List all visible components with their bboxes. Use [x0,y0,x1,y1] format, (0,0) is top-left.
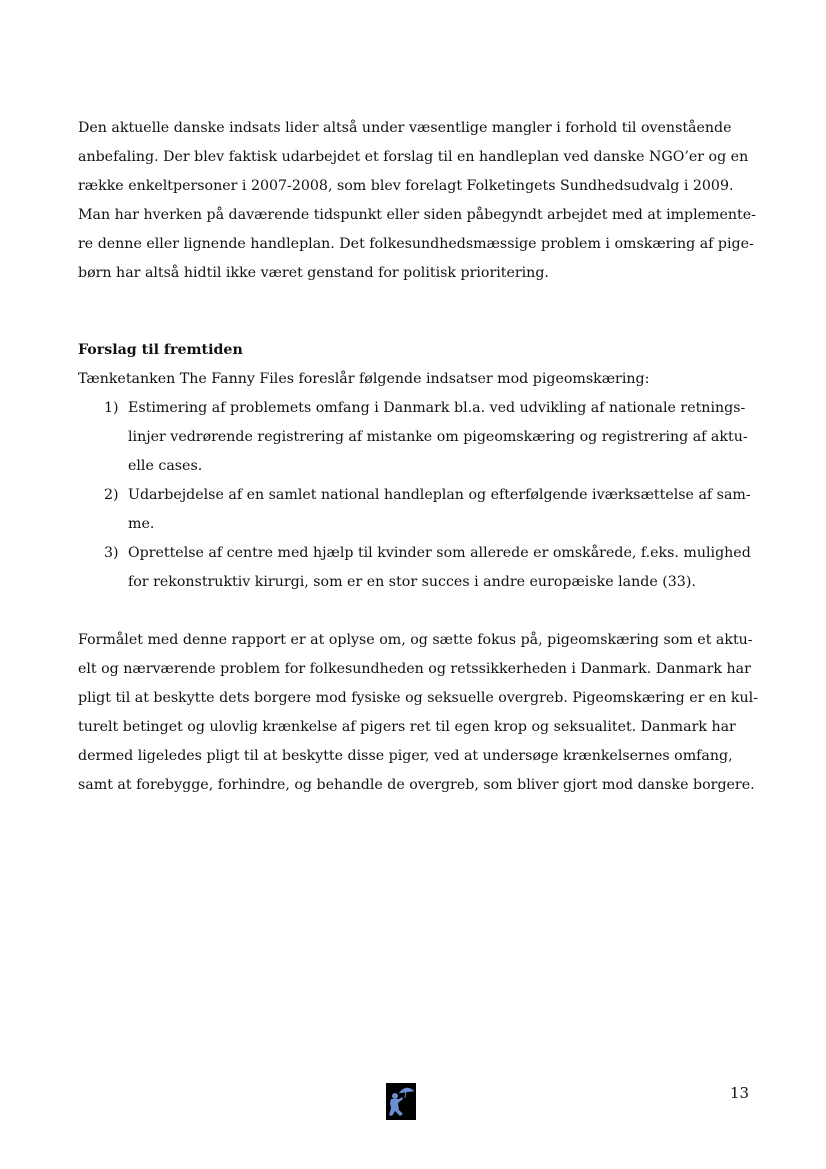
list-item-line: Udarbejdelse af en samlet national handleplan og efterfølgende iværksættelse af sam- [128,487,751,503]
list-item-line: Estimering af problemets omfang i Danmark bl.a. ved udvikling af nationale retnings- [128,400,746,416]
text-line: anbefaling. Der blev faktisk udarbejdet et forslag til en handleplan ved danske NGO’er og en [78,149,749,165]
page-number: 13 [730,1084,750,1102]
list-item-line: elle cases. [128,458,203,474]
list-intro: Tænketanken The Fanny Files foreslår følgende indsatser mod pigeomskæring: [78,371,650,387]
text-line: Man har hverken på daværende tidspunkt eller siden påbegyndt arbejdet med at implemente- [78,207,756,223]
text-line: re denne eller lignende handleplan. Det folkesundhedsmæssige problem i omskæring af pige- [78,236,754,252]
text-line: børn har altså hidtil ikke været genstand for politisk prioritering. [78,265,549,281]
list-number: 2) [104,487,119,503]
text-line: samt at forebygge, forhindre, og behandle de overgreb, som bliver gjort mod danske borgere. [78,777,755,793]
text-line: elt og nærværende problem for folkesundheden og retssikkerheden i Danmark. Danmark har [78,661,751,677]
list-number: 1) [104,400,119,416]
list-item-line: me. [128,516,155,532]
text-line: pligt til at beskytte dets borgere mod fysiske og seksuelle overgreb. Pigeomskæring er en kul- [78,690,758,706]
umbrella-figure-logo-icon [386,1083,416,1120]
list-number: 3) [104,545,119,561]
section-heading: Forslag til fremtiden [78,342,243,358]
text-line: dermed ligeledes pligt til at beskytte disse piger, ved at undersøge krænkelsernes omfang, [78,748,733,764]
list-item-line: Oprettelse af centre med hjælp til kvinder som allerede er omskårede, f.eks. mulighed [128,545,751,561]
text-line: Den aktuelle danske indsats lider altså under væsentlige mangler i forhold til ovenstående [78,120,732,136]
text-line: Formålet med denne rapport er at oplyse om, og sætte fokus på, pigeomskæring som et aktu- [78,632,753,648]
list-item-line: for rekonstruktiv kirurgi, som er en stor succes i andre europæiske lande (33). [128,574,696,590]
text-line: turelt betinget og ulovlig krænkelse af pigers ret til egen krop og seksualitet. Danmark har [78,719,736,735]
list-item-line: linjer vedrørende registrering af mistanke om pigeomskæring og registrering af aktu- [128,429,748,445]
text-line: række enkeltpersoner i 2007-2008, som blev forelagt Folketingets Sundhedsudvalg i 2009. [78,178,734,194]
